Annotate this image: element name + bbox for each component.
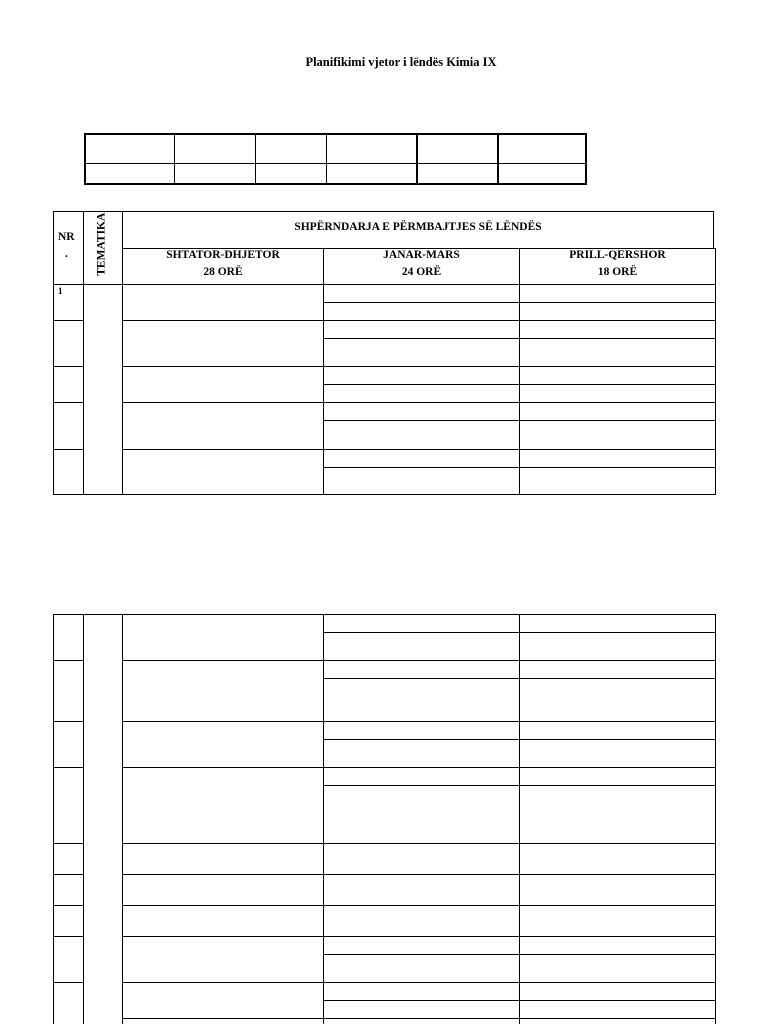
distribution-header: SHPËRNDARJA E PËRMBAJTJES SË LËNDËS [294, 221, 542, 233]
period-2-hours: 24 ORË [401, 266, 442, 278]
period-1-name: SHTATOR-DHJETOR [166, 249, 280, 261]
period-3-hours: 18 ORË [597, 266, 638, 278]
period-3-name: PRILL-QERSHOR [569, 249, 666, 261]
page-title: Planifikimi vjetor i lëndës Kimia IX [305, 55, 497, 69]
nr-header-dot: . [65, 248, 68, 260]
period-2-name: JANAR-MARS [383, 249, 460, 261]
tematika-header: TEMATIKA [95, 212, 108, 276]
row-number: 1 [58, 286, 63, 296]
period-1-hours: 28 ORË [203, 266, 243, 278]
nr-header: NR [58, 231, 75, 243]
